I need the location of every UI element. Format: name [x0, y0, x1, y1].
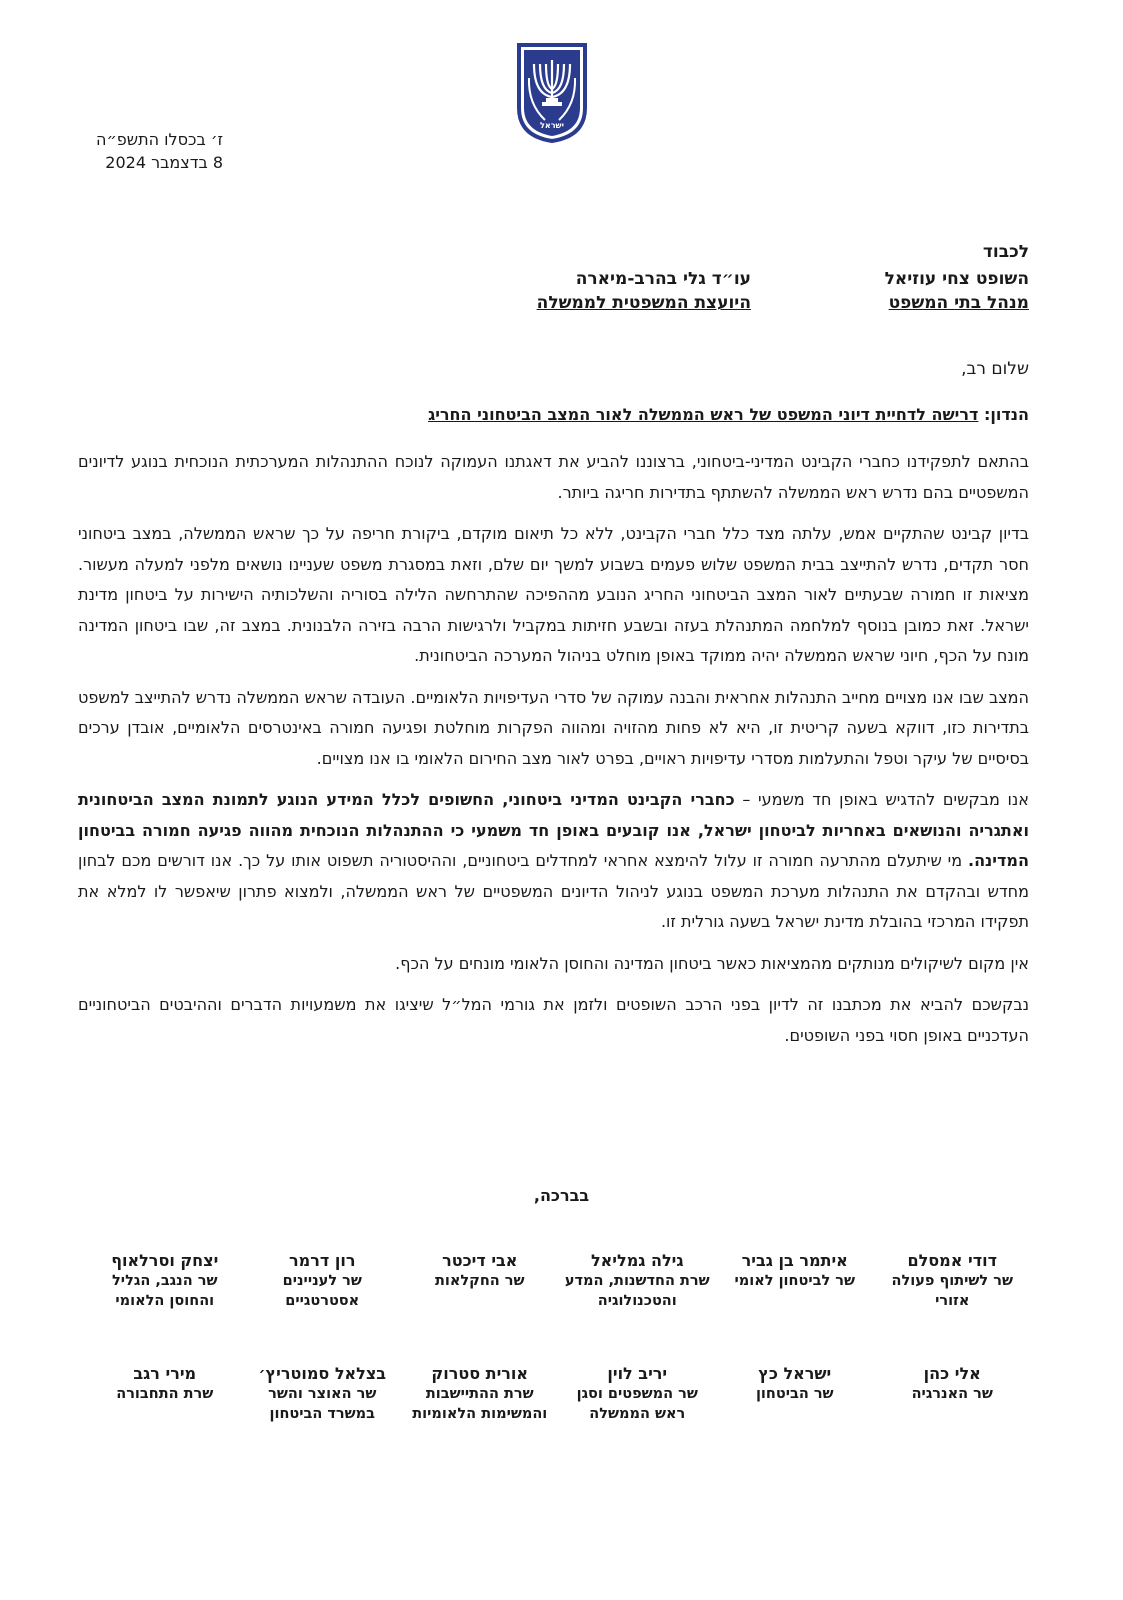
paragraph-6: נבקשכם להביא את מכתבנו זה לדיון בפני הרכב השופטים ולזמן את גורמי המל״ל שיציגו את משמעויות הדברים וההיבטים הביטחוניים העדכניים באופן חסוי בפני השופטים.	[78, 995, 1029, 1045]
signatory	[559, 1364, 717, 1424]
gregorian-date: 8 בדצמבר 2024	[105, 153, 223, 172]
signatory-name: איתמר בן גביר	[741, 1251, 848, 1270]
signatory-title: שר המשפטים וסגן ראש הממשלה	[576, 1386, 698, 1422]
signatory-name: אבי דיכטר	[442, 1251, 518, 1270]
signatory-title: שרת ההתיישבות והמשימות הלאומיות	[412, 1386, 548, 1422]
addressee-2	[537, 267, 751, 315]
addressee-1	[885, 267, 1029, 315]
addressee-role: מנהל בתי המשפט	[888, 293, 1029, 313]
signatory-name: דודי אמסלם	[907, 1251, 997, 1270]
signatory	[401, 1364, 559, 1424]
signatory	[244, 1364, 402, 1424]
signatory-name: אלי כהן	[923, 1364, 981, 1383]
addressee-label: לכבוד	[982, 242, 1029, 262]
paragraph-4-intro: אנו מבקשים להדגיש באופן חד משמעי –	[734, 790, 1030, 809]
subject-line	[428, 405, 1029, 424]
signatory	[716, 1251, 874, 1311]
signatory-name: ישראל כץ	[758, 1364, 832, 1383]
hebrew-date: ז׳ בכסלו התשפ״ה	[96, 130, 223, 149]
signatory	[244, 1251, 402, 1311]
signatory	[401, 1251, 559, 1311]
addressee-name: עו״ד גלי בהרב-מיארה	[575, 269, 751, 289]
signatory-title: שרת החדשנות, המדע והטכנולוגיה	[564, 1273, 710, 1309]
signatory-title: שר לשיתוף פעולה אזורי	[891, 1273, 1013, 1309]
signatory	[874, 1251, 1032, 1311]
signatory-name: בצלאל סמוטריץ׳	[258, 1364, 387, 1383]
signatory	[716, 1364, 874, 1424]
subject-label: הנדון:	[983, 405, 1029, 424]
signatory-title: שרת התחבורה	[116, 1386, 214, 1402]
paragraph-1: בהתאם לתפקידנו כחברי הקבינט המדיני-ביטחוני, ברצוננו להביע את דאגתנו העמוקה לנוכח ההתנהלות המערכתית הנוכחית בנוגע לדיונים המשפטיים בהם נדרש ראש הממשלה להשתתף בתדירות חריגה ביותר.	[78, 452, 1029, 502]
signatory-title: שר הביטחון	[755, 1386, 834, 1402]
signatories-row-1	[86, 1251, 1031, 1311]
signatory-title: שר הנגב, הגליל והחוסן הלאומי	[112, 1273, 218, 1309]
paragraph-2: בדיון קבינט שהתקיים אמש, עלתה מצד כלל חברי הקבינט, ללא כל תיאום מוקדם, ביקורת חריפה על כך שראש הממשלה, במצב ביטחוני חסר תקדים, נדרש להתייצב בבית המשפט שלוש פעמים בשבוע למשך יום שלם, וזאת במסגרת משפט שעניינו נושאים מלפני למעלה מעשור. מציאות זו חמורה שבעתיים לאור המצב הביטחוני החריג הנובע מההפיכה שהתרחשה הלילה בסוריה והשלכותיה הישירות על ביטחון מדינת ישראל. זאת כמובן בנוסף למלחמה המתנהלת בעזה ובשבע חזיתות במקביל ולרגישות הרבה בזירה הלבנונית. במצב זה, שבו ביטחון המדינה מונח על הכף, חיוני שראש הממשלה יהיה ממוקד באופן מוחלט בניהול המערכה הביטחונית.	[78, 524, 1029, 665]
closing: בברכה,	[533, 1186, 590, 1205]
signatory-name: יריב לוין	[607, 1364, 668, 1383]
signatory-name: מירי רגב	[133, 1364, 197, 1383]
signatory-name: אורית סטרוק	[431, 1364, 529, 1383]
signatory-title: שר לעניינים אסטרטגיים	[282, 1273, 362, 1309]
paragraph-4	[78, 785, 1029, 938]
signatory	[86, 1251, 244, 1311]
signatory-name: גילה גמליאל	[590, 1251, 684, 1270]
signatory-title: שר האנרגיה	[911, 1386, 993, 1402]
signatory	[559, 1251, 717, 1311]
emblem-caption: ישראל	[540, 121, 564, 130]
greeting: שלום רב,	[961, 359, 1029, 379]
signatory-title: שר האוצר והשר במשרד הביטחון	[268, 1386, 377, 1422]
signatory	[874, 1364, 1032, 1424]
paragraph-3: המצב שבו אנו מצויים מחייב התנהלות אחראית והבנה עמוקה של סדרי העדיפויות הלאומיים. העובדה שראש הממשלה נדרש להתייצב למשפט בתדירות כזו, דווקא בשעה קריטית זו, היא לא פחות מהזויה ומהווה הפקרות מוחלטת ופגיעה חמורה באינטרסים הלאומיים, אובדן ערכים בסיסיים של עיקר וטפל והתעלמות מסדרי עדיפויות ראויים, בפרט לאור מצב החירום הלאומי בו אנו מצויים.	[78, 687, 1029, 768]
addressee-role: היועצת המשפטית לממשלה	[536, 293, 751, 313]
signatories-row-2	[86, 1364, 1031, 1424]
paragraph-4-rest: מי שיתעלם מהתרעה חמורה זו עלול להימצא אחראי למחדלים ביטחוניים, וההיסטוריה תשפוט אותו על כך. אנו דורשים מכם לבחון מחדש ובהקדם את התנהלות מערכת המשפט בנוגע לניהול הדיונים המשפטיים של ראש הממשלה, ולמצוא פתרון שיאפשר לו למלא את תפקידו המרכזי בהובלת מדינת ישראל בשעה גורלית זו.	[78, 851, 1029, 931]
signatory-name: יצחק וסרלאוף	[111, 1251, 219, 1270]
signatory-title: שר החקלאות	[434, 1273, 525, 1289]
paragraph-5: אין מקום לשיקולים מנותקים מהמציאות כאשר ביטחון המדינה והחוסן הלאומי מונחים על הכף.	[395, 953, 1029, 973]
addressee-name: השופט צחי עוזיאל	[884, 269, 1029, 289]
signatory-title: שר לביטחון לאומי	[734, 1273, 856, 1289]
paragraph-4-emphasis: כחברי הקבינט המדיני ביטחוני, החשופים לכלל המידע הנוגע לתמונת המצב הביטחונית ואתגריה והנושאים באחריות לביטחון ישראל, אנו קובעים באופן חד משמעי כי ההתנהלות הנוכחית מהווה פגיעה חמורה בביטחון המדינה.	[78, 790, 1029, 870]
subject-text: דרישה לדחיית דיוני המשפט של ראש הממשלה לאור המצב הביטחוני החריג	[428, 405, 979, 424]
signatory	[86, 1364, 244, 1424]
signatory-name: רון דרמר	[289, 1251, 356, 1270]
letter-date	[96, 128, 223, 174]
state-emblem-logo	[515, 42, 589, 144]
letter-body	[78, 447, 1029, 1062]
